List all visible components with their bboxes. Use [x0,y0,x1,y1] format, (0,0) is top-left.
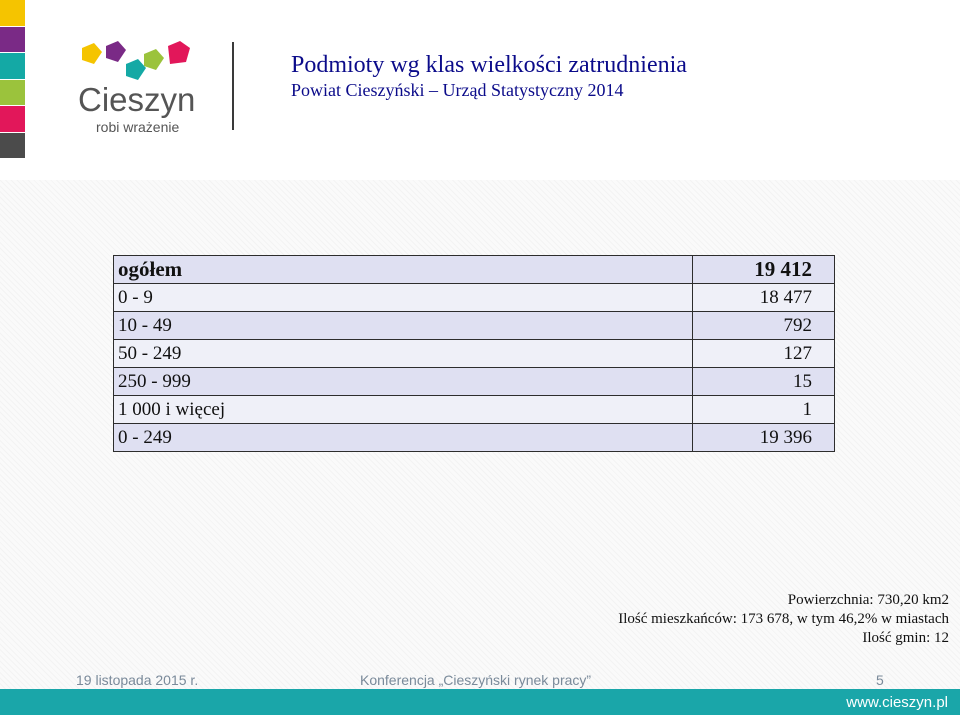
row-label: 250 - 999 [114,368,693,396]
stat-population: Ilość mieszkańców: 173 678, w tym 46,2% w miastach [618,611,949,627]
footer-date: 19 listopada 2015 r. [76,672,199,688]
stat-area: Powierzchnia: 730,20 km2 [787,592,949,608]
website-link[interactable]: www.cieszyn.pl [846,694,948,711]
row-label: 0 - 9 [114,284,693,312]
table-row [114,340,835,368]
page-number: 5 [876,672,884,688]
table-row [114,284,835,312]
svg-text:Cieszyn: Cieszyn [78,81,196,118]
row-value: 127 [693,340,835,368]
row-value: 19 412 [693,256,835,284]
row-label: 1 000 i więcej [114,396,693,424]
row-label: 10 - 49 [114,312,693,340]
row-value: 792 [693,312,835,340]
color-stripe [0,0,25,166]
table-row [114,396,835,424]
table-row [114,256,835,284]
employment-table [113,255,835,452]
table-row [114,424,835,452]
row-value: 19 396 [693,424,835,452]
table-row [114,312,835,340]
page-subtitle: Powiat Cieszyński – Urząd Statystyczny 2014 [291,80,624,100]
table-row [114,368,835,396]
cieszyn-logo [76,40,206,140]
county-stats [618,591,949,648]
row-label: 50 - 249 [114,340,693,368]
page-title: Podmioty wg klas wielkości zatrudnienia [291,52,687,78]
row-value: 15 [693,368,835,396]
row-label: ogółem [114,256,693,284]
row-label: 0 - 249 [114,424,693,452]
row-value: 18 477 [693,284,835,312]
stat-gminy: Ilość gmin: 12 [862,630,949,646]
row-value: 1 [693,396,835,424]
svg-text:robi wrażenie: robi wrażenie [96,119,180,135]
footer-conference: Konferencja „Cieszyński rynek pracy” [360,672,592,688]
header-divider [232,42,234,130]
footer-bar [0,689,960,715]
